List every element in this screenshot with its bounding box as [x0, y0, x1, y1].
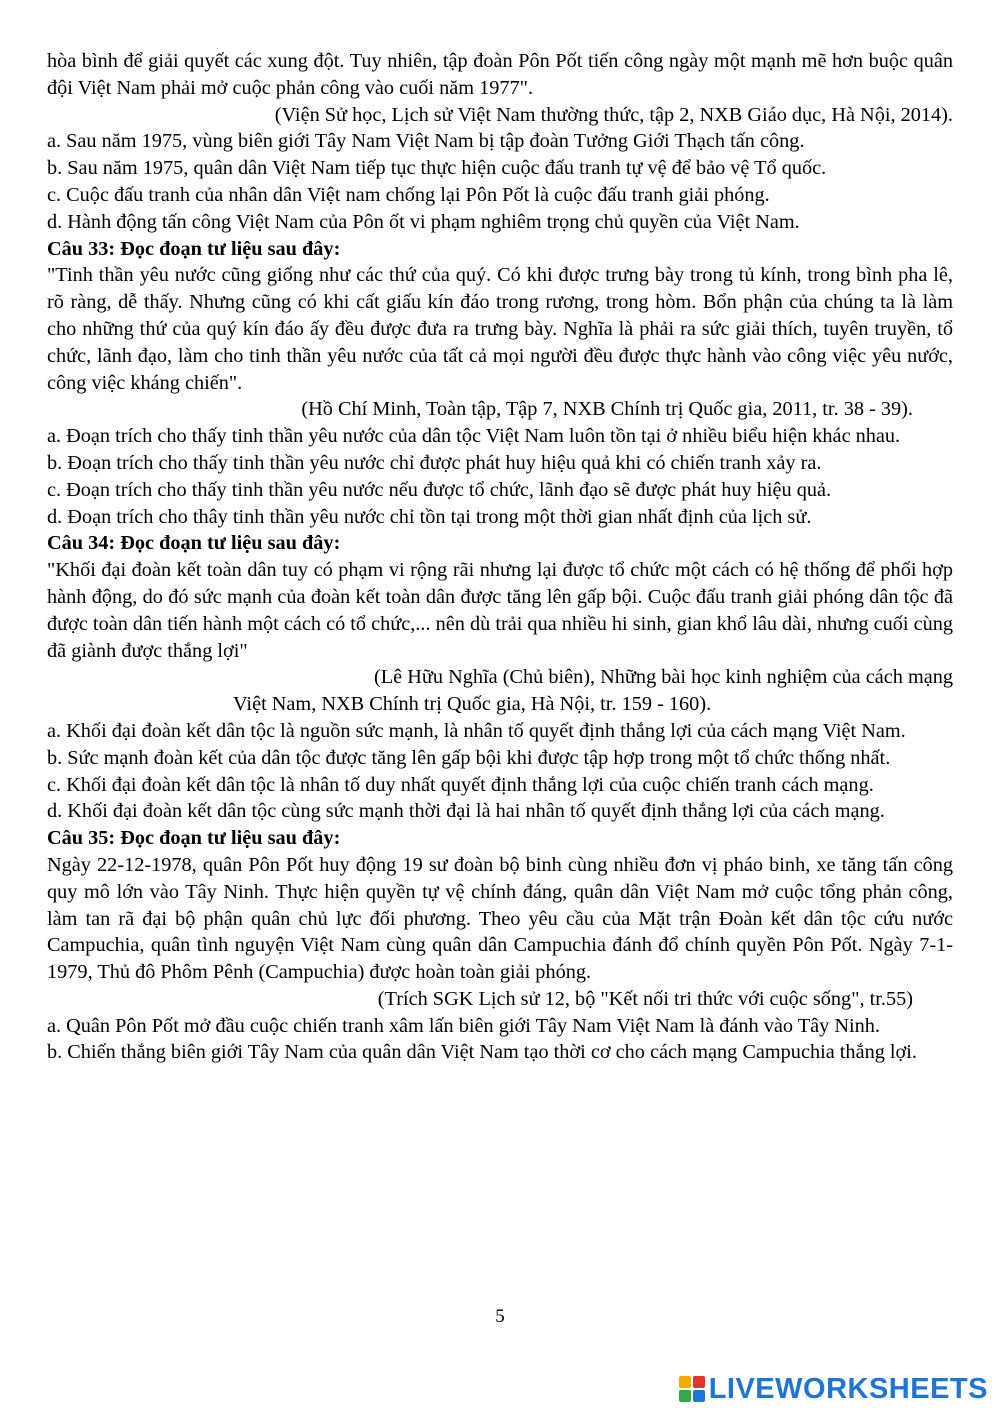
answer-statement: a. Sau năm 1975, vùng biên giới Tây Nam Việt Nam bị tập đoàn Tưởng Giới Thạch tấn công. — [47, 130, 805, 153]
document-body — [47, 48, 953, 1066]
question-heading: Câu 34: Đọc đoạn tư liệu sau đây: — [47, 532, 341, 555]
answer-statement: b. Chiến thắng biên giới Tây Nam của quân dân Việt Nam tạo thời cơ cho cách mạng Campuchia thắng lợi. — [47, 1041, 917, 1064]
passage-text: "Khối đại đoàn kết toàn dân tuy có phạm vi rộng rãi nhưng lại được tổ chức một cách có hệ thống để phối hợp hành động, do đó sức mạnh của đoàn kết toàn dân được tăng lên gấp bội. Cuộc đấu tranh giải phóng dân tộc đã được toàn dân tiến hành một cách có tổ chức,... nên dù trải qua nhiều hi sinh, gian khổ lâu dài, nhưng cuối cùng đã giành được thắng lợi" — [47, 559, 953, 662]
answer-statement: c. Đoạn trích cho thấy tinh thần yêu nước nếu được tổ chức, lãnh đạo sẽ được phát huy hiệu quả. — [47, 478, 832, 501]
brand-text: LIVEWORKSHEETS — [708, 1372, 988, 1405]
question-heading: Câu 33: Đọc đoạn tư liệu sau đây: — [47, 237, 341, 260]
source-citation: (Lê Hữu Nghĩa (Chủ biên), Những bài học kinh nghiệm của cách mạng — [374, 666, 953, 689]
answer-statement: b. Đoạn trích cho thấy tinh thần yêu nước chỉ được phát huy hiệu quả khi có chiến tranh xảy ra. — [47, 451, 822, 474]
source-citation: (Trích SGK Lịch sử 12, bộ "Kết nối tri thức với cuộc sống", tr.55) — [377, 987, 913, 1010]
liveworksheets-logo-icon — [679, 1376, 705, 1402]
passage-text: "Tinh thần yêu nước cũng giống như các thứ của quý. Có khi được trưng bày trong tủ kính, trong bình pha lê, rõ ràng, dễ thấy. Nhưng cũng có khi cất giấu kín đáo trong rương, trong hòm. Bổn phận của chúng ta là làm cho những thứ của quý kín đáo ấy đều được đưa ra trưng bày. Nghĩa là phải ra sức giải thích, tuyên truyền, tổ chức, lãnh đạo, làm cho tinh thần yêu nước của tất cả mọi người đều được thực hành vào công việc yêu nước, công việc kháng chiến". — [47, 264, 953, 394]
source-citation: (Hồ Chí Minh, Toàn tập, Tập 7, NXB Chính trị Quốc gia, 2011, tr. 38 - 39). — [301, 398, 913, 421]
page-number: 5 — [495, 1306, 505, 1327]
answer-statement: d. Hành động tấn công Việt Nam của Pôn ốt vi phạm nghiêm trọng chủ quyền của Việt Nam. — [47, 210, 800, 233]
answer-statement: b. Sau năm 1975, quân dân Việt Nam tiếp tục thực hiện cuộc đấu tranh tự vệ để bảo vệ Tổ quốc. — [47, 157, 827, 180]
answer-statement: c. Khối đại đoàn kết dân tộc là nhân tố duy nhất quyết định thắng lợi của cuộc chiến tranh cách mạng. — [47, 773, 874, 796]
passage-text: Ngày 22-12-1978, quân Pôn Pốt huy động 19 sư đoàn bộ binh cùng nhiều đơn vị pháo binh, xe tăng tấn công quy mô lớn vào Tây Ninh. Thực hiện quyền tự vệ chính đáng, quân dân Việt Nam mở cuộc tổng phản công, làm tan rã đại bộ phận quân chủ lực đối phương. Theo yêu cầu của Mặt trận Đoàn kết dân tộc cứu nước Campuchia, quân tình nguyện Việt Nam cùng quân dân Campuchia đánh đổ chính quyền Pôn Pốt. Ngày 7-1-1979, Thủ đô Phôm Pênh (Campuchia) được hoàn toàn giải phóng. — [47, 853, 953, 984]
answer-statement: a. Khối đại đoàn kết dân tộc là nguồn sức mạnh, là nhân tố quyết định thắng lợi của cách mạng Việt Nam. — [47, 719, 906, 742]
answer-statement: a. Quân Pôn Pốt mở đầu cuộc chiến tranh xâm lấn biên giới Tây Nam Việt Nam là đánh vào Tây Ninh. — [47, 1014, 880, 1037]
passage-text: hòa bình để giải quyết các xung đột. Tuy nhiên, tập đoàn Pôn Pốt tiến công ngày một mạnh mẽ hơn buộc quân đội Việt Nam phải mở cuộc phản công vào cuối năm 1977". — [47, 50, 953, 99]
question-heading: Câu 35: Đọc đoạn tư liệu sau đây: — [47, 827, 341, 850]
answer-statement: d. Đoạn trích cho thây tinh thần yêu nước chỉ tồn tại trong một thời gian nhất định của lịch sử. — [47, 505, 812, 528]
answer-statement: b. Sức mạnh đoàn kết của dân tộc được tăng lên gấp bội khi được tập hợp trong một tổ chức thống nhất. — [47, 746, 891, 769]
answer-statement: a. Đoạn trích cho thấy tinh thần yêu nước của dân tộc Việt Nam luôn tồn tại ở nhiều biểu hiện khác nhau. — [47, 425, 901, 448]
liveworksheets-brand[interactable] — [679, 1372, 988, 1406]
source-citation: Việt Nam, NXB Chính trị Quốc gia, Hà Nội, tr. 159 - 160). — [233, 693, 712, 716]
answer-statement: c. Cuộc đấu tranh của nhân dân Việt nam chống lại Pôn Pốt là cuộc đấu tranh giải phóng. — [47, 183, 770, 206]
source-citation: (Viện Sử học, Lịch sử Việt Nam thường thức, tập 2, NXB Giáo dục, Hà Nội, 2014). — [274, 103, 953, 126]
answer-statement: d. Khối đại đoàn kết dân tộc cùng sức mạnh thời đại là hai nhân tố quyết định thắng lợi của cách mạng. — [47, 800, 885, 823]
